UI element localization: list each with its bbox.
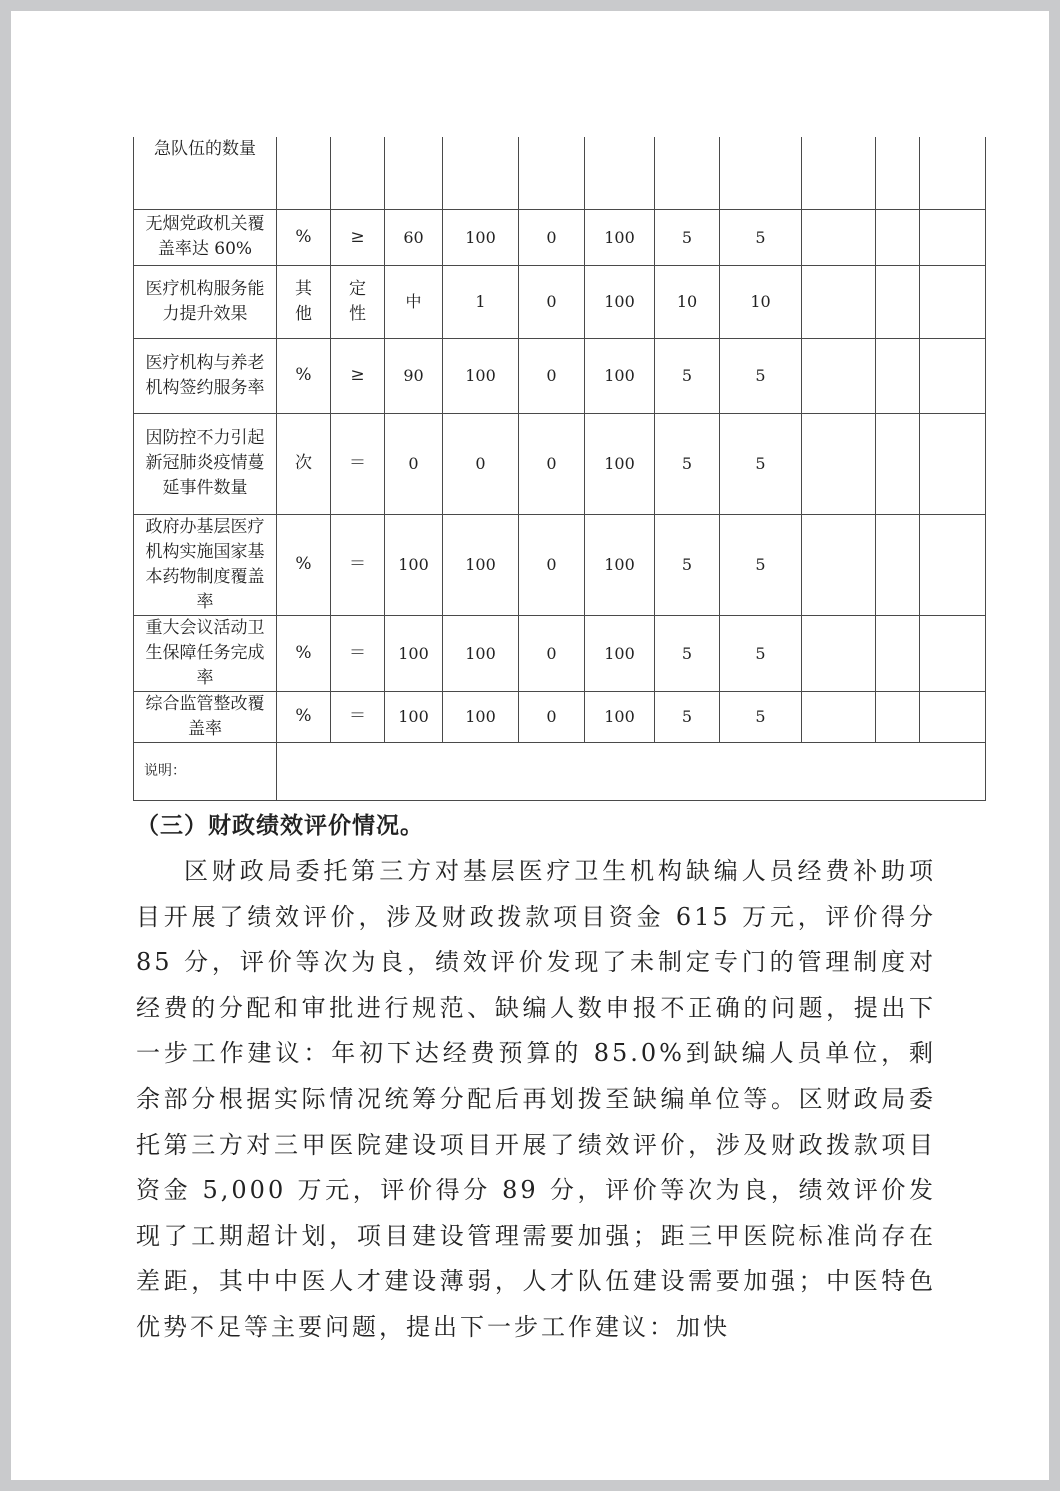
indicator-name: 医疗机构与养老机构签约服务率 <box>134 338 277 413</box>
operator-cell: ＝ <box>331 615 385 691</box>
score-cell: 5 <box>720 514 802 615</box>
weight-cell: 5 <box>655 209 720 265</box>
blank-cell <box>920 265 986 338</box>
note-value <box>277 742 986 800</box>
blank-cell <box>802 338 876 413</box>
operator-cell: ＝ <box>331 514 385 615</box>
unit-cell: % <box>277 514 331 615</box>
weight-cell: 5 <box>655 514 720 615</box>
value-cell: 100 <box>585 691 655 742</box>
value-cell: 0 <box>519 338 585 413</box>
blank-cell <box>802 514 876 615</box>
blank-cell <box>876 265 920 338</box>
indicator-name: 无烟党政机关覆盖率达 60% <box>134 209 277 265</box>
value-cell: 100 <box>585 338 655 413</box>
target-cell: 100 <box>385 691 443 742</box>
actual-cell: 100 <box>443 209 519 265</box>
unit-cell: % <box>277 338 331 413</box>
blank-cell <box>802 615 876 691</box>
weight-cell: 5 <box>655 413 720 514</box>
blank-cell <box>876 691 920 742</box>
operator-cell: ＝ <box>331 691 385 742</box>
blank-cell <box>920 413 986 514</box>
weight-cell: 5 <box>655 615 720 691</box>
unit-cell: % <box>277 691 331 742</box>
blank-cell <box>876 413 920 514</box>
value-cell: 0 <box>519 514 585 615</box>
document-page <box>11 11 1049 1480</box>
blank-cell <box>920 209 986 265</box>
value-cell: 0 <box>519 691 585 742</box>
section-heading: （三）财政绩效评价情况。 <box>136 812 424 839</box>
indicator-name: 综合监管整改覆盖率 <box>134 691 277 742</box>
indicator-name: 政府办基层医疗机构实施国家基本药物制度覆盖率 <box>134 514 277 615</box>
blank-cell <box>802 265 876 338</box>
operator-cell: ＝ <box>331 413 385 514</box>
actual-cell: 0 <box>443 413 519 514</box>
weight-cell: 5 <box>655 691 720 742</box>
weight-cell <box>655 137 720 209</box>
note-label: 说明： <box>134 742 277 800</box>
blank-cell <box>920 137 986 209</box>
blank-cell <box>802 413 876 514</box>
value-cell <box>519 137 585 209</box>
table-row <box>134 413 986 514</box>
actual-cell: 1 <box>443 265 519 338</box>
performance-indicator-table <box>133 137 986 801</box>
indicator-name: 急队伍的数量 <box>134 137 277 209</box>
indicator-name: 重大会议活动卫生保障任务完成率 <box>134 615 277 691</box>
blank-cell <box>920 514 986 615</box>
value-cell: 0 <box>519 265 585 338</box>
note-row <box>134 742 986 800</box>
table-row <box>134 691 986 742</box>
actual-cell: 100 <box>443 615 519 691</box>
value-cell: 0 <box>519 413 585 514</box>
unit-cell <box>277 137 331 209</box>
unit-cell: 次 <box>277 413 331 514</box>
target-cell: 60 <box>385 209 443 265</box>
blank-cell <box>876 615 920 691</box>
target-cell <box>385 137 443 209</box>
value-cell: 100 <box>585 265 655 338</box>
table-row <box>134 514 986 615</box>
blank-cell <box>876 209 920 265</box>
score-cell: 5 <box>720 413 802 514</box>
score-cell: 5 <box>720 338 802 413</box>
score-cell: 5 <box>720 691 802 742</box>
target-cell: 100 <box>385 514 443 615</box>
blank-cell <box>920 615 986 691</box>
unit-cell: % <box>277 615 331 691</box>
value-cell: 100 <box>585 615 655 691</box>
target-cell: 0 <box>385 413 443 514</box>
value-cell <box>585 137 655 209</box>
actual-cell: 100 <box>443 691 519 742</box>
table-row <box>134 338 986 413</box>
table-row <box>134 137 986 209</box>
unit-cell: % <box>277 209 331 265</box>
indicator-name: 医疗机构服务能力提升效果 <box>134 265 277 338</box>
value-cell: 100 <box>585 514 655 615</box>
target-cell: 100 <box>385 615 443 691</box>
score-cell: 5 <box>720 615 802 691</box>
weight-cell: 10 <box>655 265 720 338</box>
blank-cell <box>802 137 876 209</box>
value-cell: 100 <box>585 413 655 514</box>
table-row <box>134 265 986 338</box>
table-row <box>134 615 986 691</box>
actual-cell: 100 <box>443 338 519 413</box>
weight-cell: 5 <box>655 338 720 413</box>
operator-cell: ≥ <box>331 209 385 265</box>
blank-cell <box>920 338 986 413</box>
blank-cell <box>920 691 986 742</box>
operator-cell: 定性 <box>331 265 385 338</box>
value-cell: 0 <box>519 209 585 265</box>
unit-cell: 其他 <box>277 265 331 338</box>
target-cell: 90 <box>385 338 443 413</box>
blank-cell <box>876 338 920 413</box>
blank-cell <box>802 209 876 265</box>
score-cell: 5 <box>720 209 802 265</box>
blank-cell <box>802 691 876 742</box>
score-cell <box>720 137 802 209</box>
operator-cell: ≥ <box>331 338 385 413</box>
target-cell: 中 <box>385 265 443 338</box>
blank-cell <box>876 137 920 209</box>
actual-cell <box>443 137 519 209</box>
actual-cell: 100 <box>443 514 519 615</box>
score-cell: 10 <box>720 265 802 338</box>
operator-cell <box>331 137 385 209</box>
indicator-name: 因防控不力引起新冠肺炎疫情蔓延事件数量 <box>134 413 277 514</box>
body-paragraph: 区财政局委托第三方对基层医疗卫生机构缺编人员经费补助项目开展了绩效评价，涉及财政拨款项目资金 615 万元，评价得分 85 分，评价等次为良，绩效评价发现了未制定专门的管理制度对经费的分配和审批进行规范、缺编人数申报不正确的问题，提出下一步工作建议：年初下达经费预算的 85.0%到缺编人员单位，剩余部分根据实际情况统筹分配后再划拨至缺编单位等。区财政局委托第三方对三甲医院建设项目开展了绩效评价，涉及财政拨款项目资金 5,000 万元，评价得分 89 分，评价等次为良，绩效评价发现了工期超计划，项目建设管理需要加强；距三甲医院标准尚存在差距，其中中医人才建设薄弱，人才队伍建设需要加强；中医特色优势不足等主要问题，提出下一步工作建议：加快 <box>136 857 936 1341</box>
value-cell: 0 <box>519 615 585 691</box>
value-cell: 100 <box>585 209 655 265</box>
table-row <box>134 209 986 265</box>
blank-cell <box>876 514 920 615</box>
